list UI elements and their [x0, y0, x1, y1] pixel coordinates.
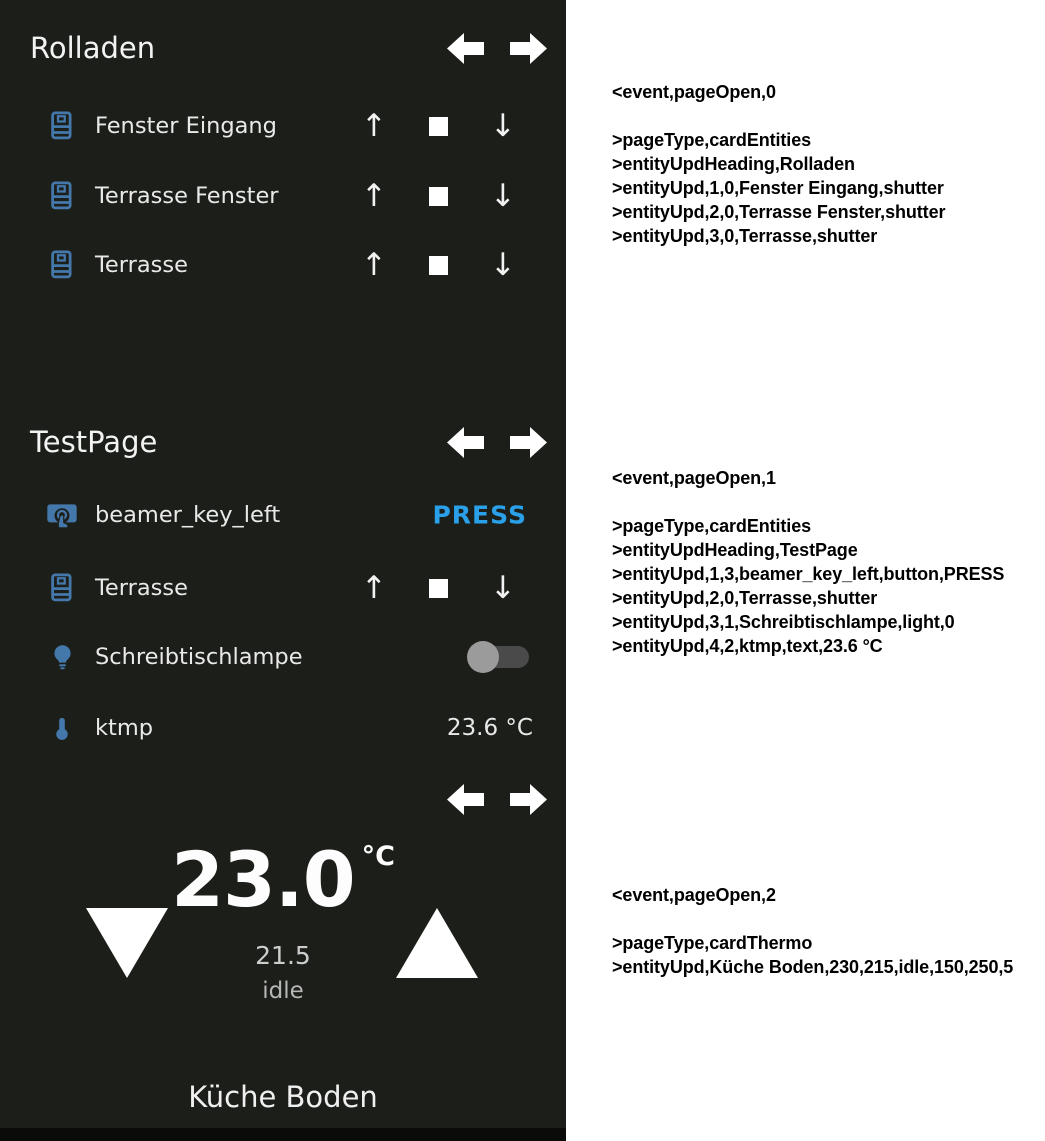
entity-label: Terrasse Fenster	[95, 183, 279, 209]
log-line: >pageType,cardThermo	[612, 933, 813, 953]
arrow-left-icon	[447, 784, 484, 815]
log-line: >entityUpd,Küche Boden,230,215,idle,150,250,5	[612, 957, 1014, 977]
arrow-right-icon	[510, 33, 547, 64]
entity-row	[0, 103, 566, 149]
log-line: >entityUpd,2,0,Terrasse Fenster,shutter	[612, 202, 946, 222]
shutter-stop-button[interactable]	[420, 570, 456, 606]
light-toggle[interactable]	[469, 646, 529, 668]
entity-row	[0, 705, 566, 751]
entity-label: Schreibtischlampe	[95, 644, 303, 670]
window-shutter-icon	[45, 571, 79, 605]
shutter-stop-button[interactable]	[420, 247, 456, 283]
entity-label: Fenster Eingang	[95, 113, 277, 139]
log-line: >pageType,cardEntities	[612, 516, 812, 536]
log-line: >entityUpd,3,1,Schreibtischlampe,light,0	[612, 612, 955, 632]
log-line: >entityUpd,1,3,beamer_key_left,button,PRESS	[612, 564, 1005, 584]
page-nav	[447, 427, 547, 458]
log-line: >entityUpdHeading,TestPage	[612, 540, 858, 560]
entity-label: beamer_key_left	[95, 502, 281, 528]
shutter-stop-button[interactable]	[420, 108, 456, 144]
log-line: >entityUpd,4,2,ktmp,text,23.6 °C	[612, 636, 883, 656]
nav-right-button[interactable]	[510, 784, 547, 815]
arrow-right-icon	[510, 784, 547, 815]
stop-square-icon	[429, 117, 448, 136]
current-temperature-value: 23.0	[171, 835, 355, 924]
protocol-log-block	[612, 80, 1044, 248]
page-title: Rolladen	[30, 31, 156, 65]
arrow-left-icon	[447, 33, 484, 64]
log-event-line: <event,pageOpen,1	[612, 468, 776, 488]
page-nav	[447, 784, 547, 815]
hvac-state: idle	[262, 978, 304, 1004]
shutter-up-button[interactable]: ↑	[361, 178, 387, 214]
thermometer-icon	[45, 711, 79, 745]
shutter-down-button[interactable]: ↓	[490, 247, 516, 283]
press-button[interactable]: PRESS	[432, 500, 527, 530]
entity-label: Terrasse	[95, 575, 188, 601]
gesture-tap-button-icon	[45, 498, 79, 532]
target-temperature: 21.5	[255, 941, 311, 970]
window-shutter-icon	[45, 109, 79, 143]
shutter-stop-button[interactable]	[420, 178, 456, 214]
entity-row	[0, 565, 566, 611]
log-line: >entityUpdHeading,Rolladen	[612, 154, 855, 174]
log-line: >entityUpd,2,0,Terrasse,shutter	[612, 588, 878, 608]
nav-left-button[interactable]	[447, 784, 484, 815]
shutter-up-button[interactable]: ↑	[361, 570, 387, 606]
sensor-value: 23.6 °C	[446, 715, 533, 741]
stop-square-icon	[429, 187, 448, 206]
toggle-knob	[467, 641, 499, 673]
entity-row	[0, 242, 566, 288]
page-title: TestPage	[30, 425, 158, 459]
entity-row	[0, 492, 566, 538]
temperature-unit: °C	[361, 841, 395, 872]
entity-row	[0, 634, 566, 680]
shutter-up-button[interactable]: ↑	[361, 247, 387, 283]
shutter-down-button[interactable]: ↓	[490, 108, 516, 144]
nav-right-button[interactable]	[510, 33, 547, 64]
protocol-log-block	[612, 466, 1044, 658]
window-shutter-icon	[45, 179, 79, 213]
shutter-up-button[interactable]: ↑	[361, 108, 387, 144]
shutter-down-button[interactable]: ↓	[490, 178, 516, 214]
arrow-right-icon	[510, 427, 547, 458]
protocol-log-block	[612, 883, 1044, 979]
log-event-line: <event,pageOpen,2	[612, 885, 776, 905]
current-temperature	[0, 835, 566, 924]
entity-label: Terrasse	[95, 252, 188, 278]
lightbulb-icon	[45, 640, 79, 674]
nav-right-button[interactable]	[510, 427, 547, 458]
page-nav	[447, 33, 547, 64]
nav-left-button[interactable]	[447, 427, 484, 458]
stop-square-icon	[429, 256, 448, 275]
shutter-down-button[interactable]: ↓	[490, 570, 516, 606]
arrow-left-icon	[447, 427, 484, 458]
window-shutter-icon	[45, 248, 79, 282]
entity-label: ktmp	[95, 715, 154, 741]
entity-row	[0, 173, 566, 219]
thermostat-name: Küche Boden	[188, 1080, 378, 1114]
log-line: >pageType,cardEntities	[612, 130, 812, 150]
log-line: >entityUpd,1,0,Fenster Eingang,shutter	[612, 178, 944, 198]
nav-left-button[interactable]	[447, 33, 484, 64]
log-line: >entityUpd,3,0,Terrasse,shutter	[612, 226, 878, 246]
panel-bottom-bar	[0, 1128, 566, 1141]
log-event-line: <event,pageOpen,0	[612, 82, 776, 102]
stop-square-icon	[429, 579, 448, 598]
